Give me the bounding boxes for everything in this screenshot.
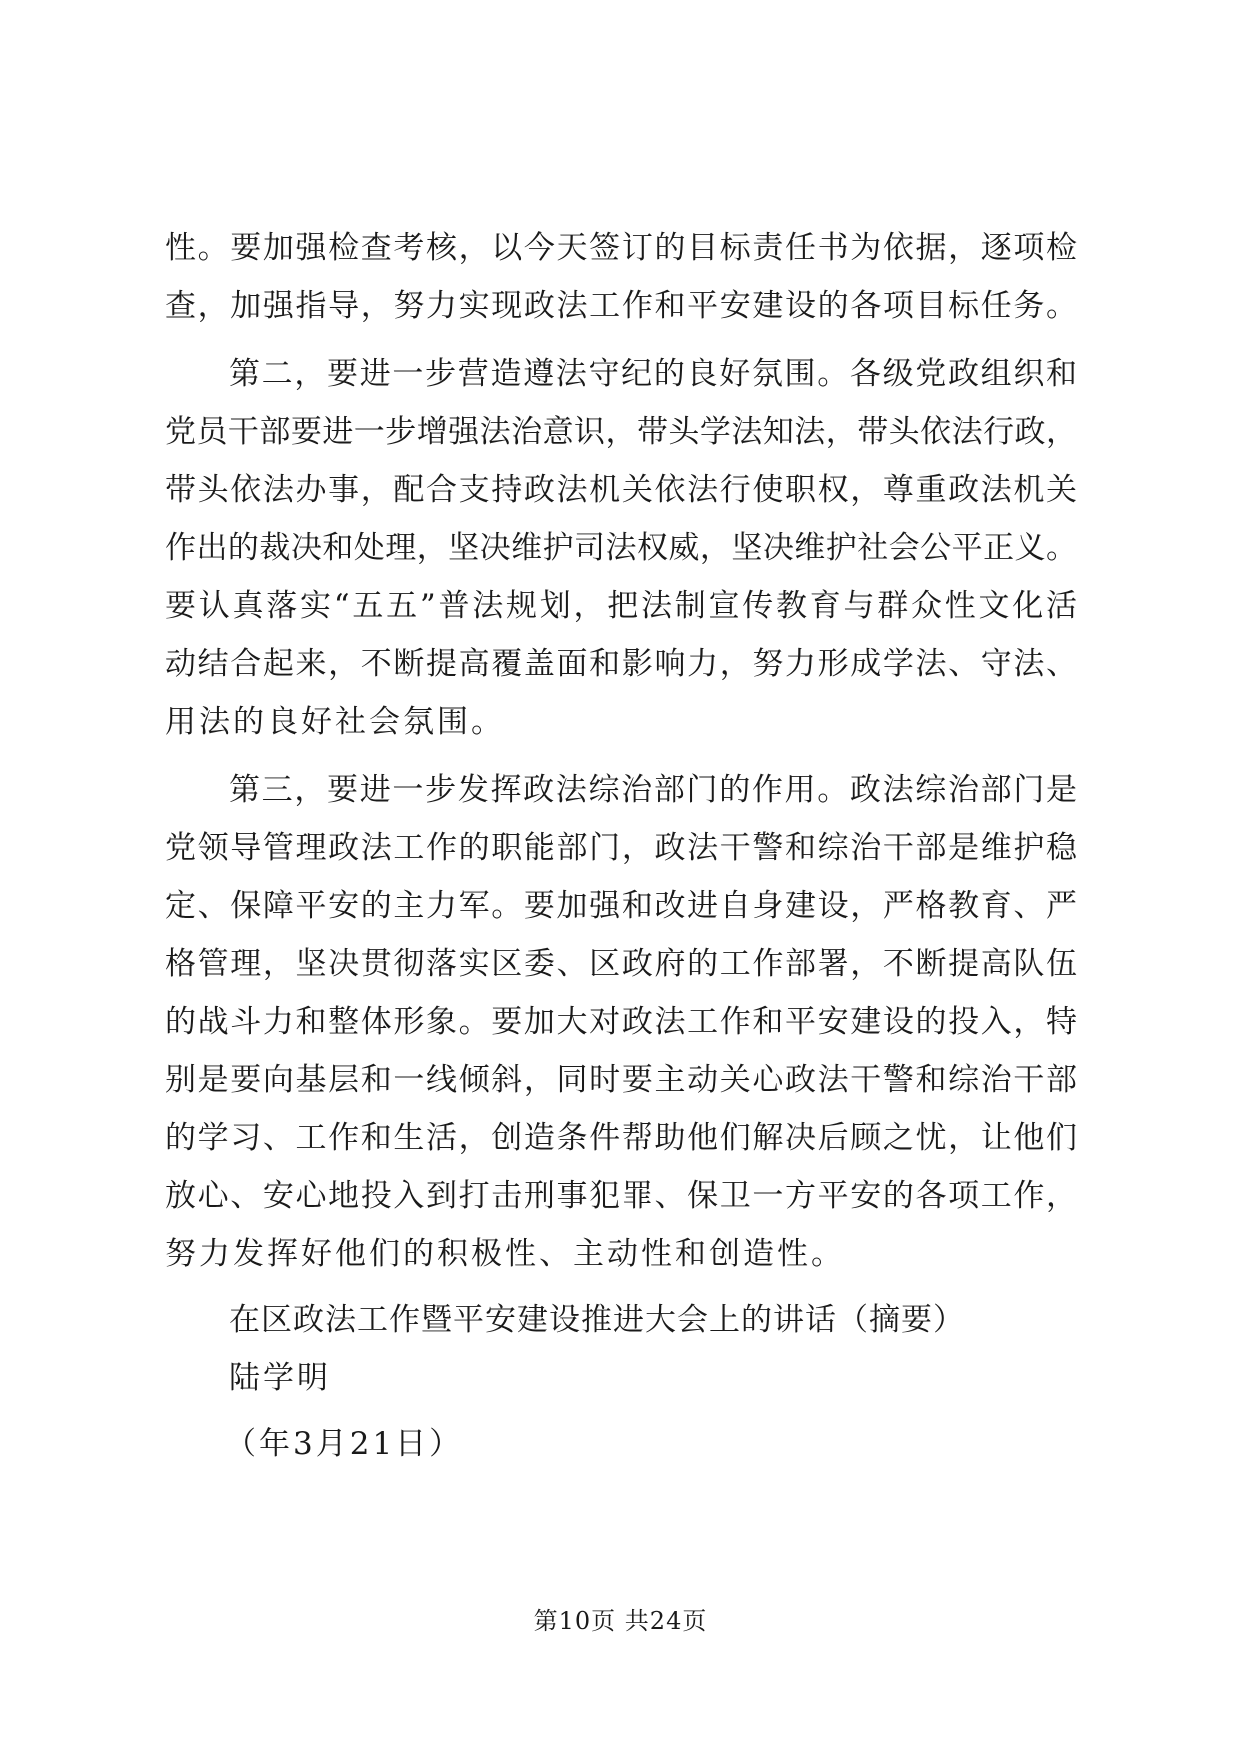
paragraph-first-line: 第二，要进一步营造遵法守纪的良好氛围。各级党政组织和 bbox=[229, 356, 1077, 392]
text-line: 动结合起来，不断提高覆盖面和影响力，努力形成学法、守法、 bbox=[165, 646, 1077, 682]
page-footer: 第10页 共24页 bbox=[533, 1607, 708, 1635]
text-line: 定、保障平安的主力军。要加强和改进自身建设，严格教育、严 bbox=[165, 888, 1077, 924]
speech-title: 在区政法工作暨平安建设推进大会上的讲话（摘要） bbox=[229, 1302, 965, 1338]
speaker-name: 陆学明 bbox=[229, 1360, 331, 1396]
text-line: 放心、安心地投入到打击刑事犯罪、保卫一方平安的各项工作， bbox=[165, 1178, 1077, 1214]
text-line: 党领导管理政法工作的职能部门，政法干警和综治干部是维护稳 bbox=[165, 830, 1077, 866]
text-line: 作出的裁决和处理，坚决维护司法权威，坚决维护社会公平正义。 bbox=[165, 530, 1077, 566]
text-line: 带头依法办事，配合支持政法机关依法行使职权，尊重政法机关 bbox=[165, 472, 1077, 508]
text-line: 格管理，坚决贯彻落实区委、区政府的工作部署，不断提高队伍 bbox=[165, 946, 1077, 982]
text-line: 性。要加强检查考核，以今天签订的目标责任书为依据，逐项检 bbox=[165, 230, 1077, 266]
text-line: 要认真落实“五五”普法规划，把法制宣传教育与群众性文化活 bbox=[165, 588, 1077, 624]
text-line: 用法的良好社会氛围。 bbox=[165, 704, 505, 740]
text-line: 努力发挥好他们的积极性、主动性和创造性。 bbox=[165, 1236, 845, 1272]
text-line: 党员干部要进一步增强法治意识，带头学法知法，带头依法行政， bbox=[165, 414, 1077, 450]
text-line: 的战斗力和整体形象。要加大对政法工作和平安建设的投入，特 bbox=[165, 1004, 1077, 1040]
text-line: 查，加强指导，努力实现政法工作和平安建设的各项目标任务。 bbox=[165, 288, 1077, 324]
text-line: 别是要向基层和一线倾斜，同时要主动关心政法干警和综治干部 bbox=[165, 1062, 1077, 1098]
text-line: 的学习、工作和生活，创造条件帮助他们解决后顾之忧，让他们 bbox=[165, 1120, 1077, 1156]
speech-date: （年3月21日） bbox=[225, 1426, 464, 1462]
paragraph-first-line: 第三，要进一步发挥政法综治部门的作用。政法综治部门是 bbox=[229, 772, 1077, 808]
